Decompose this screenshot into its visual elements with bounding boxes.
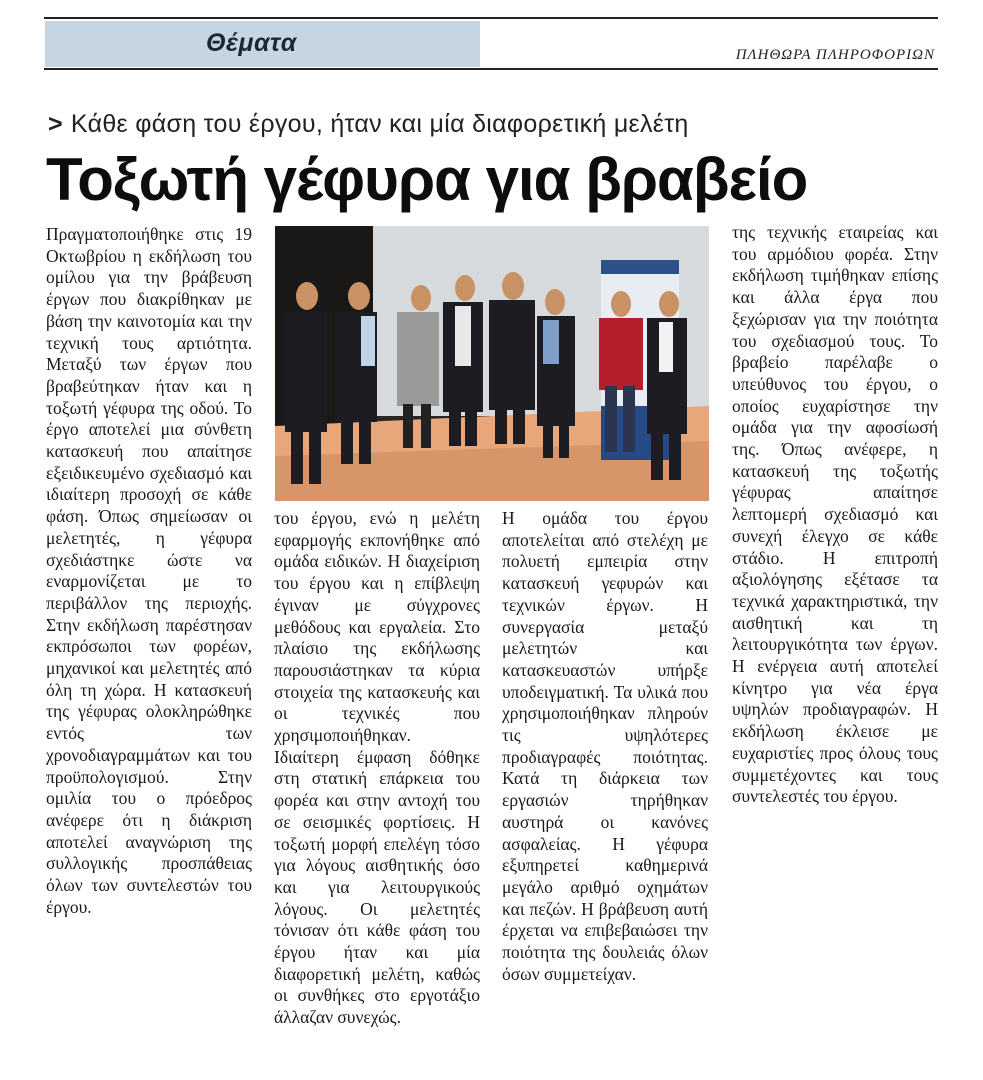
article-column-2 (274, 508, 480, 1044)
subtitle-arrow-icon: > (48, 110, 63, 138)
column-3-text: Η ομάδα του έργου αποτελείται από στελέχη με πολυετή εμπειρία στην κατασκευή γεφυρών και τεχνικών έργων. Η συνεργασία μεταξύ μελετητών και κατασκευαστών υπήρξε υποδειγματική. Τα υλικά που χρησιμοποιήθηκαν πληρούν τις υψηλότερες προδιαγραφές ποιότητας. Κατά τη διάρκεια των εργασιών τηρήθηκαν αυστηρά οι κανόνες ασφαλείας. Η γέφυρα εξυπηρετεί καθημερινά μεγάλο αριθμό οχημάτων και πεζών. Η βράβευση αυτή έρχεται να επιβεβαιώσει την ποιότητα της δουλειάς όλων όσων συμμετείχαν. (502, 508, 708, 984)
section-label: Θέματα (206, 29, 297, 57)
column-4-text: της τεχνικής εταιρείας και του αρμόδιου φορέα. Στην εκδήλωση τιμήθηκαν επίσης και άλλα έργα που ξεχώρισαν για την ποιότητα του σχεδιασμού τους. Το βραβείο παρέλαβε ο υπεύθυνος του έργου, ο οποίος ευχαρίστησε την ομάδα για την αφοσίωσή της. Όπως ανέφερε, η κατασκευή της τοξωτής γέφυρας απαίτησε λεπτομερή σχεδιασμό και συνεχή έλεγχο σε κάθε στάδιο. Η επιτροπή αξιολόγησης εξέτασε τα τεχνικά χαρακτηριστικά, την αισθητική και τη λειτουργικότητα των έργων. Η ενέργεια αυτή αποτελεί κίνητρο για νέα έργα υψηλών προδιαγραφών. Η εκδήλωση έκλεισε με ευχαριστίες προς όλους τους συμμετέχοντες και τους συντελεστές του έργου. (732, 222, 938, 807)
column-1-text: Πραγματοποιήθηκε στις 19 Οκτωβρίου η εκδήλωση του ομίλου για την βράβευση έργων που διακρίθηκαν με βάση την καινοτομία και την τεχνική τους αρτιότητα. Μεταξύ των έργων που βραβεύτηκαν ήταν και η τοξωτή γέφυρα της οδού. Το έργο αποτελεί μια σύνθετη κατασκευή που απαίτησε εξειδικευμένο σχεδιασμό και ιδιαίτερη προσοχή σε κάθε φάση. Όπως σημείωσαν οι μελετητές, η γέφυρα σχεδιάστηκε ώστε να εναρμονίζεται με το περιβάλλον της περιοχής. Στην εκδήλωση παρέστησαν εκπρόσωποι των φορέων, μηχανικοί και μελετητές από όλη τη χώρα. Η κατασκευή της γέφυρας ολοκληρώθηκε εντός των χρονοδιαγραμμάτων και του προϋπολογισμού. Στην ομιλία του ο πρόεδρος ανέφερε ότι η διάκριση αποτελεί αναγνώριση της συλλογικής προσπάθειας όλων των συντελεστών του έργου. (46, 224, 252, 917)
article-headline: Τοξωτή γέφυρα για βραβείο (46, 146, 808, 213)
award-ceremony-photo (275, 226, 709, 501)
article-column-4 (732, 222, 938, 1044)
article-column-1 (46, 224, 252, 1044)
article-photo (275, 226, 709, 501)
column-2-text: του έργου, ενώ η μελέτη εφαρμογής εκπονήθηκε από ομάδα ειδικών. Η διαχείριση του έργου και η επίβλεψη έγιναν με σύγχρονες μεθόδους και εργαλεία. Στο πλαίσιο της εκδήλωσης παρουσιάστηκαν τα κύρια στοιχεία της κατασκευής και οι τεχνικές που χρησιμοποιήθηκαν. Ιδιαίτερη έμφαση δόθηκε στη στατική επάρκεια του φορέα και στην αντοχή του σε σεισμικές φορτίσεις. Η τοξωτή μορφή επελέγη τόσο για λόγους αισθητικής όσο και για λειτουργικούς λόγους. Οι μελετητές τόνισαν ότι κάθε φάση του έργου ήταν και μία διαφορετική μελέτη, καθώς οι συνθήκες στο εργοτάξιο άλλαζαν συνεχώς. (274, 508, 480, 1028)
paper-name: ΠΛΗΘΩΡΑ ΠΛΗΡΟΦΟΡΙΩΝ (735, 47, 935, 63)
header-rule (44, 68, 938, 70)
subtitle-text: Κάθε φάση του έργου, ήταν και μία διαφορετική μελέτη (70, 110, 689, 138)
top-rule (44, 17, 938, 19)
article-subtitle (48, 110, 689, 139)
article-column-3 (502, 508, 708, 1044)
